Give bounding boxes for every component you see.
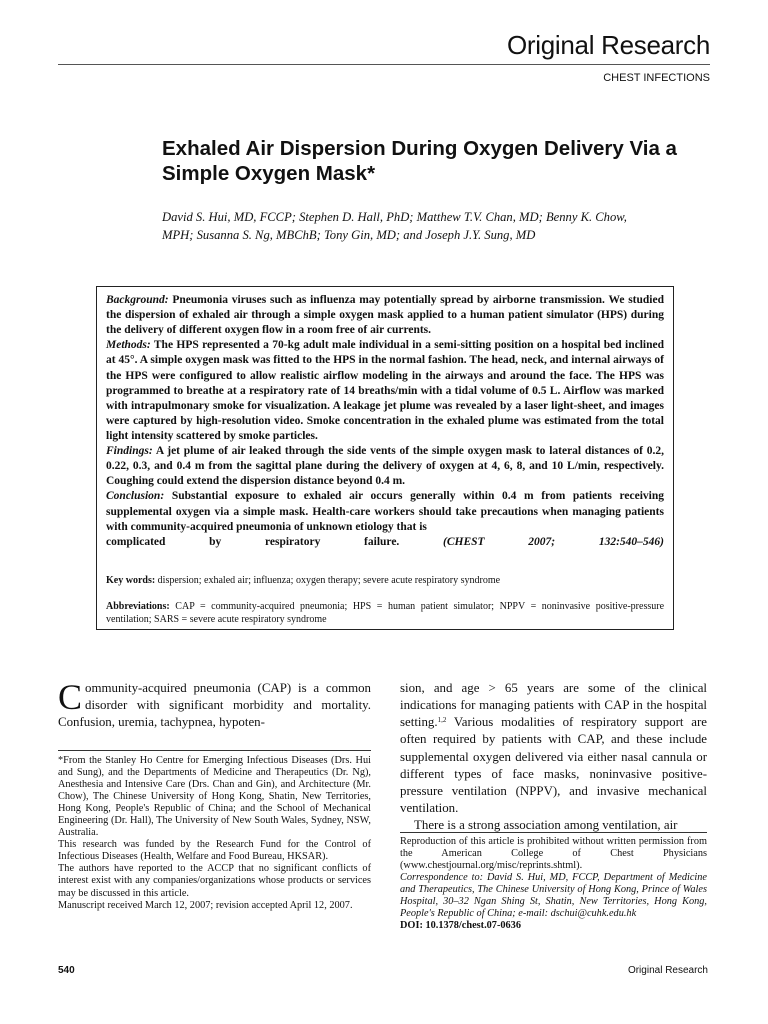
article-title: Exhaled Air Dispersion During Oxygen Delivery Via a Simple Oxygen Mask* — [162, 137, 677, 185]
footnote-divider-left — [58, 750, 371, 751]
journal-section-title: Original Research — [507, 30, 710, 60]
footnotes-right — [400, 836, 707, 932]
intro-paragraph-2: There is a strong association among ventilation, air — [414, 818, 678, 833]
keywords-label: Key words: — [106, 575, 156, 586]
abstract-citation-line — [106, 535, 664, 550]
doi: DOI: 10.1378/chest.07-0636 — [400, 920, 521, 932]
abstract-box — [96, 286, 674, 630]
correspondence-note: Correspondence to: David S. Hui, MD, FCCP, Department of Medicine and Therapeutics, The Chinese University of Hong Kong, Prince of Wales Hospital, 30–32 Ngan Shing St, Shatin, New Territories, Hong Kong, People's Republic of China; e-mail: dschui@cuhk.edu.hk — [400, 872, 707, 920]
intro-text-left: ommunity-acquired pneumonia (CAP) is a common disorder with significant morbidity and mortality. Confusion, uremia, tachypnea, hypoten- — [58, 681, 371, 730]
keywords — [106, 574, 664, 587]
keywords-text: dispersion; exhaled air; influenza; oxygen therapy; severe acute respiratory syndrome — [157, 575, 501, 586]
intro-paragraph-1 — [400, 680, 707, 817]
background-label: Background: — [106, 294, 169, 306]
affiliation-note: *From the Stanley Ho Centre for Emerging Infectious Diseases (Drs. Hui and Sung), and the Departments of Medicine and Therapeutics (Dr. Ng), Anesthesia and Intensive Care (Drs. Chan and Gin), and Architecture (Mr. Chow), The Chinese University of Hong Kong, Shatin, New Territories, Hong Kong, People's Republic of China; and the School of Mechanical Engineering (Dr. Hall), The University of New South Wales, Sydney, NSW, Australia. — [58, 755, 371, 839]
methods-text: The HPS represented a 70-kg adult male individual in a semi-sitting position on a hospital bed inclined at 45°. A simple oxygen mask was fitted to the HPS in the normal fashion. The head, neck, and internal airways of the HPS were configured to allow realistic airflow modeling in the airways and around the face. The HPS was programmed to breathe at a respiratory rate of 14 breaths/min with a tidal volume of 0.5 L. Airflow was marked with intrapulmonary smoke for visualization. A leakage jet plume was revealed by a laser light-sheet, and images were captured by high-resolution video. Smoke concentration in the exhaled plume was estimated from the total light intensity scattered by smoke particles. — [106, 339, 665, 442]
abstract-findings — [106, 444, 664, 489]
body-column-right — [400, 680, 707, 834]
reference-superscript: 1,2 — [437, 716, 447, 725]
background-text: Pneumonia viruses such as influenza may potentially spread by airborne transmission. We studied the dispersion of exhaled air through a simple oxygen mask applied to a human patient simulator (HPS) during the delivery of different oxygen flow in a room free of air currents. — [106, 294, 664, 337]
header-divider — [58, 64, 710, 65]
article-category: CHEST INFECTIONS — [603, 72, 710, 84]
intro-p1-text: sion, and age > 65 years are some of the clinical indications for managing patients with CAP in the hospital setting. — [400, 681, 707, 730]
abstract-conclusion — [106, 489, 664, 534]
abbreviations-label: Abbreviations: — [106, 601, 170, 612]
abbreviations — [106, 600, 664, 626]
footer-section-label: Original Research — [627, 965, 708, 976]
abbreviations-text: CAP = community-acquired pneumonia; HPS = human patient simulator; NPPV = noninvasive positive-pressure ventilation; SARS = severe acute respiratory syndrome — [106, 601, 665, 625]
conclusion-last-line: complicated by respiratory failure. — [106, 535, 400, 548]
received-note: Manuscript received March 12, 2007; revision accepted April 12, 2007. — [58, 899, 353, 911]
findings-text: A jet plume of air leaked through the side vents of the simple oxygen mask to lateral distances of 0.2, 0.22, 0.3, and 0.4 m from the sagittal plane during the delivery of oxygen at 4, 6, 8, and 10 L/min, respectively. Coughing could extend the dispersion distance beyond 0.4 m. — [106, 445, 664, 488]
funding-note: This research was funded by the Research Fund for the Control of Infectious Diseases (Health, Welfare and Food Bureau, HKSAR). — [58, 839, 371, 863]
reproduction-note: Reproduction of this article is prohibited without written permission from the American College of Chest Physicians (www.chestjournal.org/misc/reprints.shtml). — [400, 836, 707, 872]
body-column-left — [58, 677, 371, 731]
findings-label: Findings: — [106, 445, 153, 458]
methods-label: Methods: — [106, 339, 151, 352]
drop-cap: C — [58, 677, 83, 717]
conflicts-note: The authors have reported to the ACCP that no significant conflicts of interest exist with any companies/organizations whose products or services may be discussed in this article. — [58, 863, 371, 899]
conclusion-label: Conclusion: — [106, 490, 165, 503]
author-list: David S. Hui, MD, FCCP; Stephen D. Hall, PhD; Matthew T.V. Chan, MD; Benny K. Chow, MPH; Susanna S. Ng, MBChB; Tony Gin, MD; and Joseph J.Y. Sung, MD — [162, 210, 627, 242]
footnote-divider-right — [400, 832, 707, 833]
abstract-background — [106, 293, 664, 338]
intro-p1-continuation: Various modalities of respiratory support are often required by patients with CAP, and these include supplemental oxygen delivered via either nasal cannula or different types of face masks, noninvasive positive-pressure ventilation (NPPV), and invasive mechanical ventilation. — [400, 715, 707, 816]
page-number: 540 — [58, 965, 75, 976]
journal-citation: (CHEST 2007; 132:540–546) — [443, 535, 664, 548]
abstract-body — [106, 293, 664, 550]
footnotes-left — [58, 755, 371, 912]
abstract-methods — [106, 338, 664, 444]
conclusion-text: Substantial exposure to exhaled air occurs generally within 0.4 m from patients receiving supplemental oxygen via a simple mask. Health-care workers should take precautions when managing patients with community-acquired pneumonia of unknown etiology that is — [106, 490, 665, 533]
